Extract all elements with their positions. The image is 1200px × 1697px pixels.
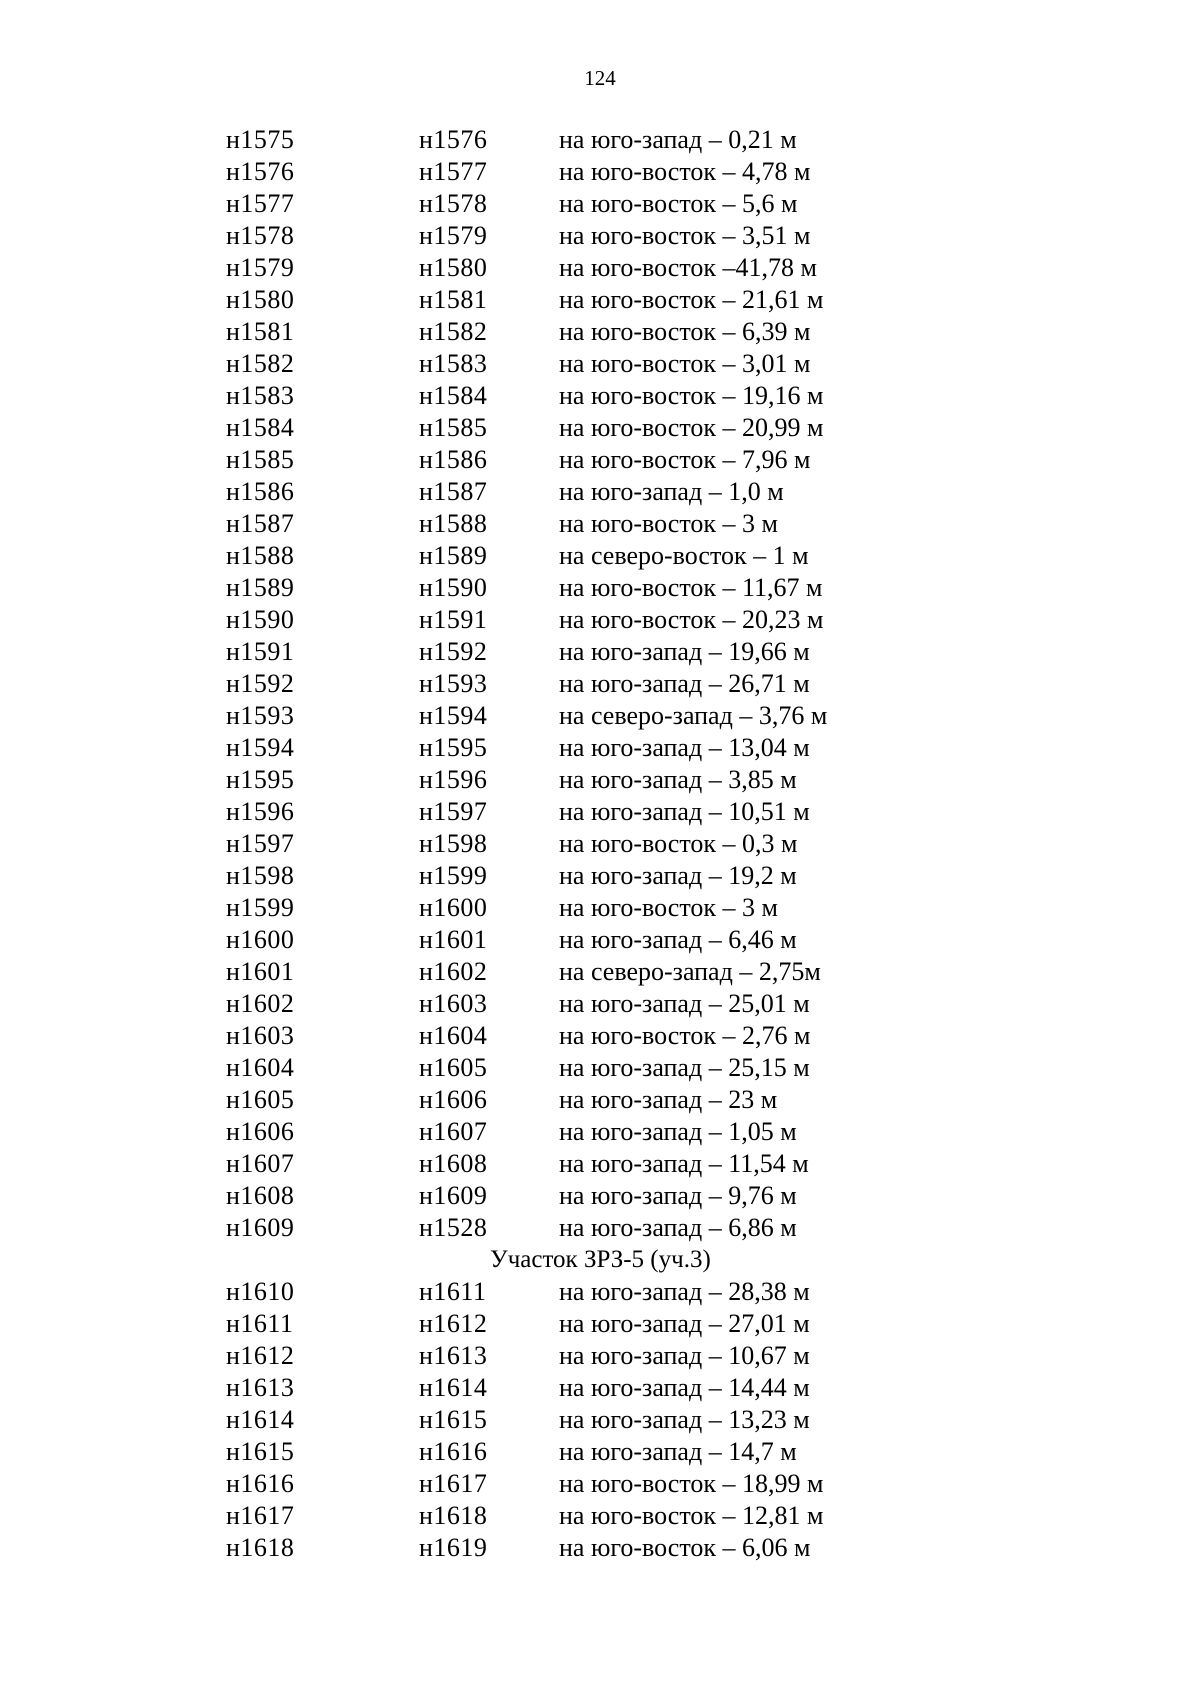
table-row xyxy=(226,252,986,284)
direction-distance: на юго-запад – 0,21 м xyxy=(559,125,797,154)
point-to: н1596 xyxy=(419,765,488,794)
point-to: н1583 xyxy=(419,349,488,378)
point-from: н1609 xyxy=(226,1213,295,1242)
point-from: н1587 xyxy=(226,509,295,538)
point-from: н1584 xyxy=(226,413,295,442)
point-to: н1605 xyxy=(419,1053,488,1082)
point-to: н1588 xyxy=(419,509,488,538)
point-from: н1599 xyxy=(226,893,295,922)
direction-distance: на юго-восток – 21,61 м xyxy=(559,285,824,314)
point-from: н1612 xyxy=(226,1341,295,1370)
table-row xyxy=(226,1436,986,1468)
point-to: н1585 xyxy=(419,413,488,442)
point-to: н1586 xyxy=(419,445,488,474)
point-to: н1576 xyxy=(419,125,488,154)
point-to: н1589 xyxy=(419,541,488,570)
direction-distance: на юго-запад – 10,67 м xyxy=(559,1341,810,1370)
section-heading: Участок ЗРЗ-5 (уч.3) xyxy=(490,1246,711,1273)
table-row xyxy=(226,380,986,412)
direction-distance: на юго-запад – 9,76 м xyxy=(559,1181,797,1210)
table-row xyxy=(226,476,986,508)
table-row xyxy=(226,796,986,828)
table-row xyxy=(226,700,986,732)
direction-distance: на юго-восток – 3 м xyxy=(559,893,778,922)
point-to: н1614 xyxy=(419,1373,488,1402)
direction-distance: на юго-запад – 25,01 м xyxy=(559,989,810,1018)
point-from: н1613 xyxy=(226,1373,295,1402)
direction-distance: на юго-восток – 7,96 м xyxy=(559,445,811,474)
point-to: н1609 xyxy=(419,1181,488,1210)
point-from: н1610 xyxy=(226,1277,295,1306)
point-from: н1581 xyxy=(226,317,295,346)
point-to: н1607 xyxy=(419,1117,488,1146)
table-row xyxy=(226,1276,986,1308)
table-row xyxy=(226,508,986,540)
point-from: н1600 xyxy=(226,925,295,954)
table-row xyxy=(226,604,986,636)
point-from: н1585 xyxy=(226,445,295,474)
point-from: н1603 xyxy=(226,1021,295,1050)
table-row xyxy=(226,1308,986,1340)
point-from: н1598 xyxy=(226,861,295,890)
table-row xyxy=(226,636,986,668)
point-to: н1528 xyxy=(419,1213,488,1242)
table-row xyxy=(226,764,986,796)
point-from: н1615 xyxy=(226,1437,295,1466)
point-from: н1589 xyxy=(226,573,295,602)
table-row xyxy=(226,1084,986,1116)
direction-distance: на юго-запад – 1,0 м xyxy=(559,477,784,506)
direction-distance: на юго-запад – 11,54 м xyxy=(559,1149,809,1178)
direction-distance: на юго-запад – 3,85 м xyxy=(559,765,797,794)
direction-distance: на юго-восток – 6,39 м xyxy=(559,317,811,346)
table-row xyxy=(226,892,986,924)
direction-distance: на юго-восток – 3 м xyxy=(559,509,778,538)
point-to: н1598 xyxy=(419,829,488,858)
direction-distance: на юго-запад – 19,2 м xyxy=(559,861,797,890)
rows-after xyxy=(226,1276,986,1564)
direction-distance: на юго-запад – 27,01 м xyxy=(559,1309,810,1338)
point-to: н1590 xyxy=(419,573,488,602)
direction-distance: на северо-запад – 2,75м xyxy=(559,957,821,986)
direction-distance: на юго-запад – 13,23 м xyxy=(559,1405,810,1434)
point-from: н1607 xyxy=(226,1149,295,1178)
table-row xyxy=(226,1404,986,1436)
direction-distance: на юго-запад – 14,44 м xyxy=(559,1373,810,1402)
direction-distance: на юго-восток – 3,51 м xyxy=(559,221,811,250)
point-from: н1591 xyxy=(226,637,295,666)
point-from: н1611 xyxy=(226,1309,294,1338)
direction-distance: на юго-запад – 25,15 м xyxy=(559,1053,810,1082)
point-to: н1578 xyxy=(419,189,488,218)
point-to: н1577 xyxy=(419,157,488,186)
table-row xyxy=(226,124,986,156)
point-from: н1582 xyxy=(226,349,295,378)
rows-before xyxy=(226,124,986,1244)
direction-distance: на юго-восток – 5,6 м xyxy=(559,189,798,218)
direction-distance: на юго-запад – 10,51 м xyxy=(559,797,810,826)
point-from: н1606 xyxy=(226,1117,295,1146)
direction-distance: на юго-восток – 19,16 м xyxy=(559,381,824,410)
table-row xyxy=(226,1212,986,1244)
point-to: н1582 xyxy=(419,317,488,346)
direction-distance: на юго-запад – 19,66 м xyxy=(559,637,810,666)
point-to: н1579 xyxy=(419,221,488,250)
point-to: н1602 xyxy=(419,957,488,986)
point-from: н1608 xyxy=(226,1181,295,1210)
table-row xyxy=(226,1340,986,1372)
table-row xyxy=(226,988,986,1020)
point-from: н1605 xyxy=(226,1085,295,1114)
point-to: н1606 xyxy=(419,1085,488,1114)
point-to: н1599 xyxy=(419,861,488,890)
point-from: н1596 xyxy=(226,797,295,826)
point-from: н1575 xyxy=(226,125,295,154)
table-row xyxy=(226,1372,986,1404)
direction-distance: на юго-восток – 20,23 м xyxy=(559,605,824,634)
table-row xyxy=(226,1052,986,1084)
direction-distance: на юго-запад – 1,05 м xyxy=(559,1117,797,1146)
direction-distance: на юго-восток – 20,99 м xyxy=(559,413,824,442)
point-to: н1584 xyxy=(419,381,488,410)
point-to: н1587 xyxy=(419,477,488,506)
point-from: н1597 xyxy=(226,829,295,858)
point-to: н1616 xyxy=(419,1437,488,1466)
table-row xyxy=(226,732,986,764)
point-to: н1581 xyxy=(419,285,488,314)
point-from: н1618 xyxy=(226,1533,295,1562)
point-from: н1604 xyxy=(226,1053,295,1082)
table-row xyxy=(226,540,986,572)
direction-distance: на юго-восток – 4,78 м xyxy=(559,157,811,186)
point-to: н1617 xyxy=(419,1469,488,1498)
table-row xyxy=(226,956,986,988)
point-from: н1595 xyxy=(226,765,295,794)
point-to: н1611 xyxy=(419,1277,487,1306)
point-to: н1595 xyxy=(419,733,488,762)
table-row xyxy=(226,1148,986,1180)
table-row xyxy=(226,860,986,892)
direction-distance: на юго-восток – 6,06 м xyxy=(559,1533,811,1562)
table-row xyxy=(226,572,986,604)
boundary-table xyxy=(226,124,986,1564)
point-to: н1601 xyxy=(419,925,488,954)
point-from: н1617 xyxy=(226,1501,295,1530)
point-to: н1597 xyxy=(419,797,488,826)
direction-distance: на юго-запад – 14,7 м xyxy=(559,1437,797,1466)
point-from: н1590 xyxy=(226,605,295,634)
table-row xyxy=(226,348,986,380)
direction-distance: на юго-восток – 11,67 м xyxy=(559,573,823,602)
point-from: н1576 xyxy=(226,157,295,186)
direction-distance: на юго-восток – 18,99 м xyxy=(559,1469,824,1498)
table-row xyxy=(226,1116,986,1148)
direction-distance: на юго-запад – 26,71 м xyxy=(559,669,810,698)
table-row xyxy=(226,1180,986,1212)
point-to: н1592 xyxy=(419,637,488,666)
direction-distance: на юго-запад – 28,38 м xyxy=(559,1277,810,1306)
direction-distance: на юго-восток – 0,3 м xyxy=(559,829,798,858)
table-row xyxy=(226,924,986,956)
point-from: н1602 xyxy=(226,989,295,1018)
point-to: н1613 xyxy=(419,1341,488,1370)
point-from: н1614 xyxy=(226,1405,295,1434)
table-row xyxy=(226,1532,986,1564)
point-from: н1616 xyxy=(226,1469,295,1498)
point-from: н1583 xyxy=(226,381,295,410)
point-from: н1594 xyxy=(226,733,295,762)
table-row xyxy=(226,1500,986,1532)
point-to: н1580 xyxy=(419,253,488,282)
point-to: н1612 xyxy=(419,1309,488,1338)
table-row xyxy=(226,156,986,188)
table-row xyxy=(226,668,986,700)
point-from: н1601 xyxy=(226,957,295,986)
table-row xyxy=(226,1020,986,1052)
direction-distance: на юго-запад – 6,46 м xyxy=(559,925,797,954)
point-to: н1593 xyxy=(419,669,488,698)
table-row xyxy=(226,1468,986,1500)
page-number: 124 xyxy=(584,66,616,90)
table-row xyxy=(226,412,986,444)
table-row xyxy=(226,316,986,348)
point-to: н1591 xyxy=(419,605,488,634)
point-to: н1603 xyxy=(419,989,488,1018)
point-from: н1592 xyxy=(226,669,295,698)
point-to: н1618 xyxy=(419,1501,488,1530)
table-row xyxy=(226,828,986,860)
point-from: н1577 xyxy=(226,189,295,218)
table-row xyxy=(226,220,986,252)
table-row xyxy=(226,284,986,316)
point-from: н1588 xyxy=(226,541,295,570)
table-row xyxy=(226,188,986,220)
point-from: н1586 xyxy=(226,477,295,506)
direction-distance: на юго-восток – 12,81 м xyxy=(559,1501,824,1530)
point-to: н1619 xyxy=(419,1533,488,1562)
direction-distance: на северо-запад – 3,76 м xyxy=(559,701,828,730)
point-to: н1604 xyxy=(419,1021,488,1050)
direction-distance: на юго-запад – 6,86 м xyxy=(559,1213,797,1242)
point-to: н1608 xyxy=(419,1149,488,1178)
point-from: н1579 xyxy=(226,253,295,282)
direction-distance: на юго-запад – 23 м xyxy=(559,1085,778,1114)
point-from: н1580 xyxy=(226,285,295,314)
table-row xyxy=(226,444,986,476)
point-to: н1615 xyxy=(419,1405,488,1434)
direction-distance: на северо-восток – 1 м xyxy=(559,541,809,570)
point-from: н1578 xyxy=(226,221,295,250)
direction-distance: на юго-запад – 13,04 м xyxy=(559,733,810,762)
point-to: н1594 xyxy=(419,701,488,730)
point-from: н1593 xyxy=(226,701,295,730)
direction-distance: на юго-восток –41,78 м xyxy=(559,253,817,282)
point-to: н1600 xyxy=(419,893,488,922)
direction-distance: на юго-восток – 3,01 м xyxy=(559,349,811,378)
direction-distance: на юго-восток – 2,76 м xyxy=(559,1021,811,1050)
